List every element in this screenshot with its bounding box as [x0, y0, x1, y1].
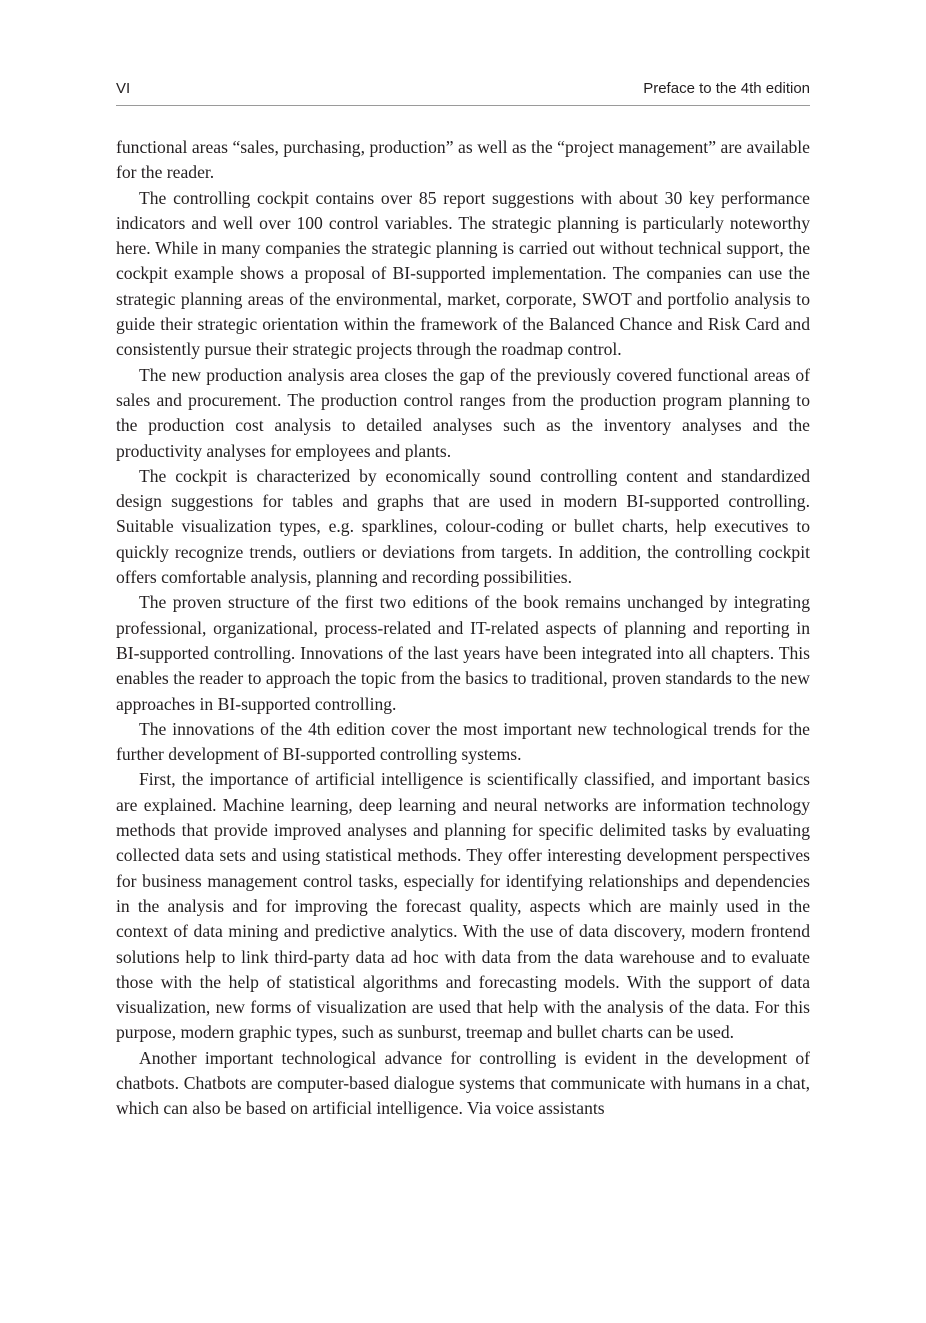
paragraph-proven-structure: The proven structure of the first two editions of the book remains unchanged by integrating professional, organizational, process-related and IT-related aspects of planning and reporting in BI-supported controlling. Innovations of the last years have been integrated into all chapters. This enables the reader to approach the topic from the basics to traditional, proven standards to the new approaches in BI-supported controlling.	[116, 592, 810, 714]
paragraph-chatbots: Another important technological advance for controlling is evident in the development of chatbots. Chatbots are computer-based dialogue systems that communicate with humans in a chat, which can also be based on artificial intelligence. Via voice assistants	[116, 1047, 810, 1119]
running-head-title: Preface to the 4th edition	[643, 80, 810, 97]
running-head	[116, 80, 810, 100]
body-text	[116, 135, 810, 1122]
paragraph-artificial-intelligence: First, the importance of artificial intelligence is scientifically classified, and important basics are explained. Machine learning, deep learning and neural networks are information technology methods that provide improved analyses and planning for specific delimited tasks by evaluating collected data sets and using statistical methods. They offer interesting development perspectives for business management control tasks, especially for identifying relationships and dependencies in the analysis and for improving the forecast quality, aspects which are mainly used in the context of data mining and predictive analytics. With the use of data discovery, modern frontend solutions help to link third-party data ad hoc with data from the data warehouse and to evaluate those with the help of statistical algorithms and forecasting models. With the support of data visualization, new forms of visualization are used that help with the analysis of the data. For this purpose, modern graphic types, such as sunburst, treemap and bullet charts can be used.	[116, 769, 810, 1043]
header-rule	[116, 105, 810, 106]
page-number: VI	[116, 80, 131, 97]
paragraph-cockpit-design: The cockpit is characterized by economically sound controlling content and standardized design suggestions for tables and graphs that are used in modern BI-supported controlling. Suitable visualization types, e.g. sparklines, colour-coding or bullet charts, help executives to quickly recognize trends, outliers or deviations from targets. In addition, the controlling cockpit offers comfortable analysis, planning and recording possibilities.	[116, 465, 810, 588]
paragraph-innovations: The innovations of the 4th edition cover the most important new technological trends for the further development of BI-supported controlling systems.	[116, 718, 810, 765]
paragraph-continuation: functional areas “sales, purchasing, production” as well as the “project management” are available for the reader.	[116, 137, 810, 183]
paragraph-production-analysis: The new production analysis area closes the gap of the previously covered functional areas of sales and procurement. The production control ranges from the production program planning to the production cost analysis to detailed analyses such as the inventory analyses and the productivity analyses for employees and plants.	[116, 364, 810, 461]
paragraph-controlling-cockpit: The controlling cockpit contains over 85 report suggestions with about 30 key performance indicators and well over 100 control variables. The strategic planning is particularly noteworthy here. While in many companies the strategic planning is carried out without technical support, the cockpit example shows a proposal of BI-supported implementation. The companies can use the strategic planning areas of the environmental, market, corporate, SWOT and portfolio analysis to guide their strategic orientation within the framework of the Balanced Chance and Risk Card and consistently pursue their strategic projects through the roadmap control.	[116, 187, 810, 360]
